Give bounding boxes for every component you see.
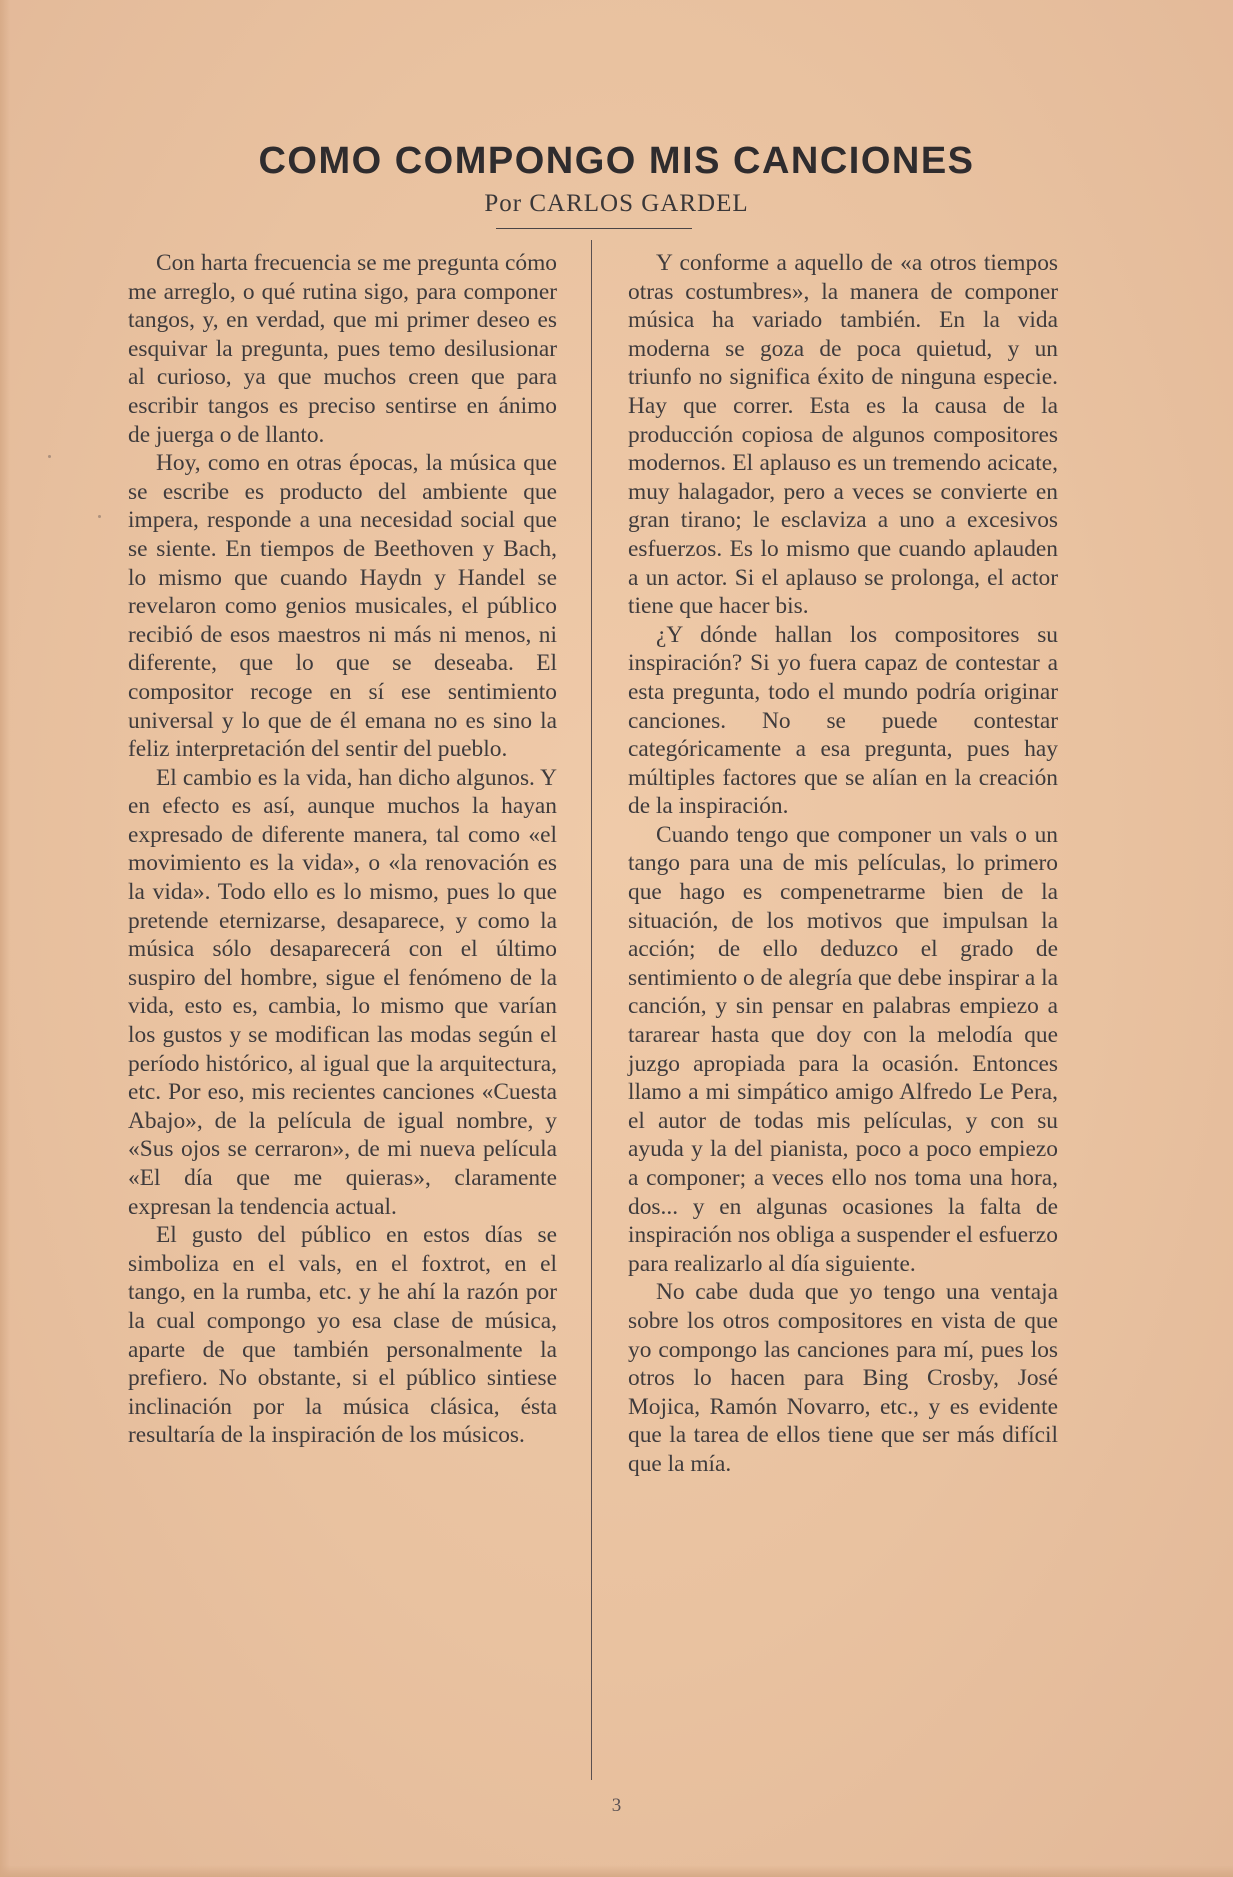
- page-edge-shadow-bottom: [0, 1865, 1233, 1877]
- paragraph: Hoy, como en otras épocas, la música que se escribe es producto del ambiente que impera, responde a una necesidad social que se siente. En tiempos de Beethoven y Bach, lo mismo que cuando Haydn y Handel se revelaron como genios musicales, el público recibió de esos maestros ni más ni menos, ni diferente, que lo que se deseaba. El compositor recoge en sí ese sentimiento universal y lo que de él emana no es sino la feliz interpretación del sentir del pueblo.: [128, 450, 557, 763]
- article-column-right: [628, 249, 1058, 1479]
- article-title: COMO COMPONGO MIS CANCIONES: [258, 140, 975, 182]
- byline-rule: [496, 228, 692, 229]
- paragraph: ¿Y dónde hallan los compositores su inspiración? Si yo fuera capaz de contestar a esta pregunta, todo el mundo podría originar canciones. No se puede contestar categóricamente a esa pregunta, pues hay múltiples factores que se alían en la creación de la inspiración.: [628, 621, 1058, 820]
- article-byline: Por CARLOS GARDEL: [484, 190, 749, 217]
- paper-speck: [98, 515, 101, 518]
- paragraph: Cuando tengo que componer un vals o un tango para una de mis películas, lo primero que hago es compenetrarme bien de la situación, de los motivos que impulsan la acción; de ello deduzco el grado de sentimiento o de alegría que debe inspirar a la canción, y sin pensar en palabras empiezo a tararear hasta que doy con la melodía que juzgo apropiada para la ocasión. Entonces llamo a mi simpático amigo Alfredo Le Pera, el autor de todas mis películas, y con su ayuda y la del pianista, poco a poco empiezo a componer; a veces ello nos toma una hora, dos... y en algunas ocasiones la falta de inspiración nos obliga a suspender el esfuerzo para realizarlo al día siguiente.: [628, 821, 1058, 1277]
- column-divider: [591, 240, 592, 1780]
- article-column-left: [128, 249, 557, 1450]
- paragraph: No cabe duda que yo tengo una ventaja sobre los otros compositores en vista de que yo compongo las canciones para mí, pues los otros lo hacen para Bing Crosby, José Mojica, Ramón Novarro, etc., y es evidente que la tarea de ellos tiene que ser más difícil que la mía.: [628, 1279, 1058, 1477]
- paragraph: El cambio es la vida, han dicho algunos. Y en efecto es así, aunque muchos la hayan expresado de diferente manera, tal como «el movimiento es la vida», o «la renovación es la vida». Todo ello es lo mismo, pues lo que pretende eternizarse, desaparece, y como la música sólo desaparecerá con el último suspiro del hombre, sigue el fenómeno de la vida, esto es, cambia, lo mismo que varían los gustos y se modifican las modas según el período histórico, al igual que la arquitectura, etc. Por eso, mis recientes canciones «Cuesta Abajo», de la película de igual nombre, y «Sus ojos se cerraron», de mi nueva película «El día que me quieras», claramente expresan la tendencia actual.: [128, 764, 557, 1220]
- page-number: 3: [611, 1795, 622, 1816]
- paragraph: El gusto del público en estos días se simboliza en el vals, en el foxtrot, en el tango, en la rumba, etc. y he ahí la razón por la cual compongo yo esa clase de música, aparte de que también personalmente la prefiero. No obstante, si el público sintiese inclinación por la música clásica, ésta resultaría de la inspiración de los músicos.: [128, 1222, 557, 1449]
- page-edge-shadow-left: [0, 0, 10, 1877]
- paragraph: Con harta frecuencia se me pregunta cómo me arreglo, o qué rutina sigo, para componer tangos, y, en verdad, que mi primer deseo es esquivar la pregunta, pues temo desilusionar al curioso, ya que muchos creen que para escribir tangos es preciso sentirse en ánimo de juerga o de llanto.: [128, 250, 557, 448]
- paper-speck: [48, 455, 51, 458]
- paragraph: Y conforme a aquello de «a otros tiempos otras costumbres», la manera de componer música ha variado también. En la vida moderna se goza de poca quietud, y un triunfo no significa éxito de ninguna especie. Hay que correr. Esta es la causa de la producción copiosa de algunos compositores modernos. El aplauso es un tremendo acicate, muy halagador, pero a veces se convierte en gran tirano; le esclaviza a uno a excesivos esfuerzos. Es lo mismo que cuando aplauden a un actor. Si el aplauso se prolonga, el actor tiene que hacer bis.: [628, 250, 1058, 620]
